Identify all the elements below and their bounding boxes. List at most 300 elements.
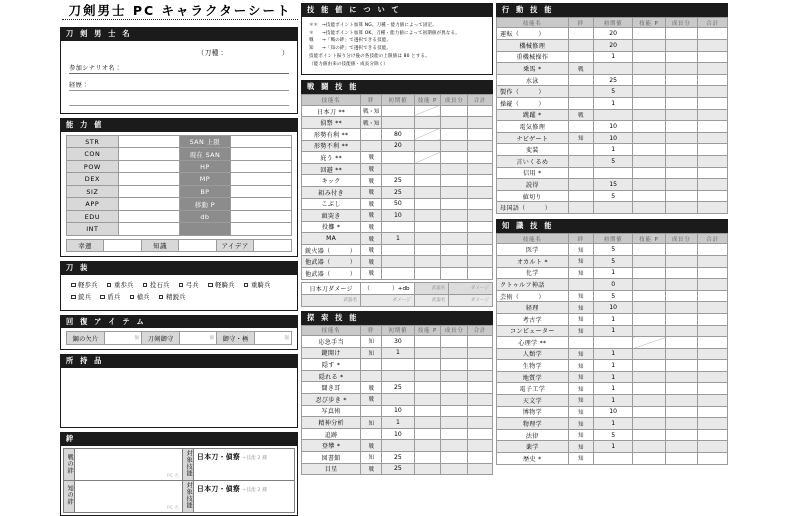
skill-points[interactable]	[414, 347, 441, 359]
skill-total[interactable]	[468, 394, 493, 406]
skill-points[interactable]	[414, 417, 441, 429]
skill-row	[497, 383, 728, 395]
skill-growth[interactable]	[441, 382, 468, 394]
skill-points[interactable]	[414, 405, 441, 417]
skill-kizuna: 知	[568, 302, 593, 314]
skill-points[interactable]	[633, 51, 665, 63]
tousou-checkbox-8[interactable]	[130, 292, 150, 304]
skill-col-header: 成長分	[441, 95, 468, 106]
skill-growth[interactable]	[665, 109, 697, 121]
skill-kizuna	[568, 190, 593, 202]
skill-growth[interactable]	[441, 336, 468, 348]
skill-growth[interactable]	[665, 406, 697, 418]
skill-growth[interactable]	[665, 383, 697, 395]
skill-initial	[594, 202, 633, 214]
skill-points[interactable]	[414, 175, 441, 187]
skill-total[interactable]	[697, 406, 727, 418]
skill-initial: 25	[382, 186, 414, 198]
checkbox-icon[interactable]	[71, 295, 76, 300]
skill-growth[interactable]	[665, 348, 697, 360]
skill-points[interactable]	[633, 40, 665, 52]
scenario-field[interactable]: 参加シナリオ名：	[69, 63, 289, 74]
checkbox-icon[interactable]	[71, 283, 76, 288]
skill-kizuna: 戦	[568, 63, 593, 75]
skill-total[interactable]	[468, 186, 493, 198]
skill-name: 写真術	[302, 405, 361, 417]
skill-total[interactable]	[697, 302, 727, 314]
skill-total[interactable]	[468, 452, 493, 464]
skill-points[interactable]	[414, 244, 441, 256]
skill-total[interactable]	[697, 348, 727, 360]
skill-kizuna: 戦	[361, 186, 382, 198]
skill-points[interactable]	[414, 382, 441, 394]
skill-total[interactable]	[468, 210, 493, 222]
skill-growth[interactable]	[441, 370, 468, 382]
skill-growth[interactable]	[665, 97, 697, 109]
kizuna-pc-input[interactable]: PC 名	[75, 449, 183, 481]
skill-name: 忍び歩き *	[302, 394, 361, 406]
skill-total[interactable]	[697, 383, 727, 395]
history-field-line2[interactable]	[69, 97, 289, 106]
skill-growth[interactable]	[441, 405, 468, 417]
skill-total[interactable]	[697, 255, 727, 267]
skill-growth[interactable]	[665, 267, 697, 279]
skill-points[interactable]	[633, 441, 665, 453]
skill-total[interactable]	[697, 179, 727, 191]
skill-name: 考古学	[497, 313, 569, 325]
skill-growth[interactable]	[665, 202, 697, 214]
heal-item-value[interactable]: 個	[105, 332, 142, 345]
skill-growth[interactable]	[441, 452, 468, 464]
skill-growth[interactable]	[665, 132, 697, 144]
skill-total[interactable]	[468, 256, 493, 268]
kizuna-pc-input[interactable]: PC 名	[75, 481, 183, 513]
skill-growth[interactable]	[665, 290, 697, 302]
skill-growth[interactable]	[665, 28, 697, 40]
skill-growth[interactable]	[665, 441, 697, 453]
skill-initial	[382, 163, 414, 175]
knowledge-skill-table	[496, 233, 728, 465]
skill-points[interactable]	[633, 109, 665, 121]
skill-kizuna	[568, 121, 593, 133]
note-mark: ＊	[309, 30, 314, 36]
derived-value[interactable]	[254, 239, 292, 252]
skill-total[interactable]	[468, 117, 493, 129]
ability-label-left: CON	[67, 148, 119, 161]
tousou-checkbox-7[interactable]	[100, 292, 120, 304]
ability-value-right-empty[interactable]	[231, 223, 292, 236]
skill-growth[interactable]	[665, 51, 697, 63]
note-mark: ＊＊	[309, 22, 319, 28]
skill-growth[interactable]	[441, 186, 468, 198]
ability-label-right-empty	[179, 223, 231, 236]
skill-total[interactable]	[697, 51, 727, 63]
skill-total[interactable]	[468, 268, 493, 280]
skill-points[interactable]	[633, 202, 665, 214]
skill-total[interactable]	[697, 97, 727, 109]
damage-formula[interactable]: （ ）+db	[361, 282, 414, 294]
skill-growth[interactable]	[665, 167, 697, 179]
skill-name: 重機械操作	[497, 51, 569, 63]
checkbox-icon[interactable]	[179, 283, 184, 288]
ability-value-right[interactable]	[231, 198, 292, 211]
skill-growth[interactable]	[665, 371, 697, 383]
skill-total[interactable]	[697, 429, 727, 441]
skill-total[interactable]	[468, 175, 493, 187]
skill-points[interactable]	[633, 325, 665, 337]
skill-points[interactable]	[414, 440, 441, 452]
skill-total[interactable]	[697, 441, 727, 453]
skill-total[interactable]	[468, 428, 493, 440]
skill-points[interactable]	[414, 210, 441, 222]
skill-total[interactable]	[697, 371, 727, 383]
skill-points[interactable]	[414, 452, 441, 464]
skill-points[interactable]	[633, 383, 665, 395]
skill-growth[interactable]	[441, 105, 468, 117]
skill-initial: 1	[594, 371, 633, 383]
ability-value-left[interactable]	[118, 173, 179, 186]
skill-total[interactable]	[468, 244, 493, 256]
skill-total[interactable]	[697, 144, 727, 156]
skill-total[interactable]	[697, 155, 727, 167]
skill-initial	[382, 370, 414, 382]
skill-points[interactable]	[633, 244, 665, 256]
note-text: 技能ポイント振り分け後の各技能の上限値は 80 とする。	[309, 53, 430, 59]
ability-value-right[interactable]	[231, 135, 292, 148]
skill-total[interactable]	[697, 453, 727, 465]
note-line	[309, 37, 485, 45]
skill-total[interactable]	[697, 28, 727, 40]
possessions-heading: 所 持 品	[60, 354, 298, 368]
tousou-checkbox-5[interactable]	[244, 280, 271, 292]
skill-initial: 50	[382, 198, 414, 210]
skill-growth[interactable]	[441, 198, 468, 210]
skill-points[interactable]	[633, 360, 665, 372]
skill-points[interactable]	[414, 198, 441, 210]
skill-total[interactable]	[468, 370, 493, 382]
checkbox-icon[interactable]	[244, 283, 249, 288]
skill-name: 聞き耳	[302, 382, 361, 394]
skill-total[interactable]	[468, 463, 493, 475]
skill-points[interactable]	[633, 395, 665, 407]
skill-growth[interactable]	[665, 453, 697, 465]
skill-col-header: 合計	[468, 95, 493, 106]
skill-total[interactable]	[468, 347, 493, 359]
checkbox-icon[interactable]	[130, 295, 135, 300]
checkbox-icon[interactable]	[208, 283, 213, 288]
skill-points[interactable]	[633, 429, 665, 441]
checkbox-icon[interactable]	[100, 295, 105, 300]
skill-name: 追跡	[302, 428, 361, 440]
skill-points[interactable]	[633, 453, 665, 465]
skill-growth[interactable]	[665, 337, 697, 349]
skill-growth[interactable]	[665, 325, 697, 337]
skill-points[interactable]	[633, 132, 665, 144]
ability-value-right[interactable]	[231, 160, 292, 173]
skill-initial: 1	[594, 418, 633, 430]
skill-total[interactable]	[697, 418, 727, 430]
ability-label-left: SIZ	[67, 185, 119, 198]
skill-total[interactable]	[697, 337, 727, 349]
skill-name: 経理	[497, 302, 569, 314]
skill-total[interactable]	[468, 359, 493, 371]
skill-points[interactable]	[633, 255, 665, 267]
skill-initial: 5	[594, 290, 633, 302]
skill-points[interactable]	[633, 179, 665, 191]
ability-value-right[interactable]	[231, 148, 292, 161]
skill-total[interactable]	[697, 202, 727, 214]
skill-total[interactable]	[697, 190, 727, 202]
tousou-checkbox-2[interactable]	[143, 280, 170, 292]
skill-points[interactable]	[414, 186, 441, 198]
skill-total[interactable]	[697, 290, 727, 302]
skill-points[interactable]	[414, 221, 441, 233]
skill-name: 信用 *	[497, 167, 569, 179]
kizuna-skill-cell[interactable]	[194, 449, 295, 481]
skill-points[interactable]	[633, 290, 665, 302]
skill-points[interactable]	[414, 256, 441, 268]
kizuna-skill-cell[interactable]	[194, 481, 295, 513]
skill-total[interactable]	[468, 152, 493, 164]
action-heading: 行 動 技 能	[496, 3, 728, 17]
skill-growth[interactable]	[441, 440, 468, 452]
tousou-checkbox-9[interactable]	[159, 292, 186, 304]
skill-total[interactable]	[697, 109, 727, 121]
tousou-checkbox-3[interactable]	[179, 280, 199, 292]
checkbox-icon[interactable]	[143, 283, 148, 288]
skill-growth[interactable]	[441, 417, 468, 429]
skill-growth[interactable]	[665, 418, 697, 430]
skill-kizuna: 戦	[361, 463, 382, 475]
skill-total[interactable]	[468, 221, 493, 233]
skill-growth[interactable]	[441, 221, 468, 233]
skill-growth[interactable]	[665, 86, 697, 98]
skill-growth[interactable]	[665, 244, 697, 256]
ability-label-right: MP	[179, 173, 231, 186]
ability-value-left[interactable]	[118, 160, 179, 173]
skill-points[interactable]	[633, 63, 665, 75]
skill-initial: 5	[594, 155, 633, 167]
tousou-checkbox-0[interactable]	[71, 280, 98, 292]
skill-growth[interactable]	[441, 428, 468, 440]
skill-kizuna	[568, 279, 593, 291]
skill-points[interactable]	[633, 313, 665, 325]
skill-growth[interactable]	[665, 190, 697, 202]
skill-total[interactable]	[697, 74, 727, 86]
skill-growth[interactable]	[665, 121, 697, 133]
skill-points[interactable]	[633, 348, 665, 360]
skill-growth[interactable]	[441, 268, 468, 280]
skill-name: 地質学	[497, 371, 569, 383]
skill-initial	[594, 63, 633, 75]
skill-growth[interactable]	[665, 360, 697, 372]
derived-value[interactable]	[179, 239, 217, 252]
skill-kizuna: 戦	[361, 394, 382, 406]
weapon-name-header-3: 武器名	[414, 294, 449, 306]
skill-growth[interactable]	[665, 313, 697, 325]
skill-initial: 10	[382, 210, 414, 222]
skill-points[interactable]	[633, 28, 665, 40]
skill-growth[interactable]	[441, 163, 468, 175]
skill-total[interactable]	[697, 360, 727, 372]
checkbox-icon[interactable]	[107, 283, 112, 288]
ability-value-left[interactable]	[118, 223, 179, 236]
heal-items-body	[60, 328, 298, 350]
ability-value-left[interactable]	[118, 198, 179, 211]
skill-total[interactable]	[468, 233, 493, 245]
skill-initial	[594, 337, 633, 349]
skill-total[interactable]	[468, 382, 493, 394]
skill-total[interactable]	[697, 325, 727, 337]
ability-label-right: db	[179, 210, 231, 223]
skill-total[interactable]	[468, 405, 493, 417]
tousou-checkbox-6[interactable]	[71, 292, 91, 304]
skill-total[interactable]	[468, 128, 493, 140]
kizuna-note: ＋技能 2 種	[240, 456, 267, 462]
skill-growth[interactable]	[665, 395, 697, 407]
skill-points[interactable]	[633, 302, 665, 314]
skill-total[interactable]	[697, 167, 727, 179]
skill-growth[interactable]	[665, 429, 697, 441]
note-text: →「知の絆」で選択できる技能。	[322, 46, 392, 52]
skill-points[interactable]	[414, 233, 441, 245]
skill-total[interactable]	[468, 163, 493, 175]
skill-initial: 1	[382, 417, 414, 429]
skill-total[interactable]	[468, 440, 493, 452]
skill-row	[302, 186, 493, 198]
skill-name: 隠れる *	[302, 370, 361, 382]
skill-col-header: 成長分	[665, 17, 697, 28]
skill-points[interactable]	[414, 359, 441, 371]
skill-growth[interactable]	[441, 244, 468, 256]
skill-total[interactable]	[697, 279, 727, 291]
skill-growth[interactable]	[441, 463, 468, 475]
skill-growth[interactable]	[665, 74, 697, 86]
skill-kizuna: 知	[568, 441, 593, 453]
ability-value-right[interactable]	[231, 210, 292, 223]
skill-initial: 1	[382, 347, 414, 359]
possessions-textarea[interactable]	[60, 368, 298, 428]
skill-growth[interactable]	[441, 140, 468, 152]
ability-value-left[interactable]	[118, 210, 179, 223]
ability-value-right[interactable]	[231, 173, 292, 186]
skill-initial: 1	[594, 267, 633, 279]
ability-value-left[interactable]	[118, 185, 179, 198]
skill-row	[302, 370, 493, 382]
skill-points[interactable]	[633, 167, 665, 179]
skill-points[interactable]	[414, 394, 441, 406]
derived-value[interactable]	[104, 239, 142, 252]
skill-growth[interactable]	[441, 152, 468, 164]
skill-name: 天文学	[497, 395, 569, 407]
heal-item-value[interactable]: 個	[180, 332, 217, 345]
skill-points[interactable]	[633, 418, 665, 430]
skill-initial	[382, 359, 414, 371]
skill-growth[interactable]	[665, 279, 697, 291]
skill-points[interactable]	[633, 86, 665, 98]
skill-total[interactable]	[697, 244, 727, 256]
tousou-label: 重騎兵	[250, 282, 271, 290]
skill-total[interactable]	[468, 417, 493, 429]
skill-initial: 5	[594, 244, 633, 256]
skill-points[interactable]	[633, 406, 665, 418]
history-field[interactable]: 経歴：	[69, 80, 289, 91]
kizuna-body	[60, 446, 298, 516]
skill-growth[interactable]	[441, 175, 468, 187]
skill-points[interactable]	[633, 74, 665, 86]
skill-points[interactable]	[633, 155, 665, 167]
skill-growth[interactable]	[665, 302, 697, 314]
skill-growth[interactable]	[441, 256, 468, 268]
skill-points[interactable]	[414, 463, 441, 475]
derived-stats-table	[66, 239, 292, 253]
damage-header-1: ダメージ	[449, 282, 493, 294]
skill-growth[interactable]	[665, 255, 697, 267]
skill-points[interactable]	[633, 144, 665, 156]
tousou-checkbox-4[interactable]	[208, 280, 235, 292]
skill-points[interactable]	[414, 428, 441, 440]
skill-kizuna: 戦	[361, 210, 382, 222]
skill-growth[interactable]	[441, 233, 468, 245]
skill-growth[interactable]	[441, 347, 468, 359]
skill-growth[interactable]	[665, 155, 697, 167]
skill-total[interactable]	[697, 132, 727, 144]
ability-value-left[interactable]	[118, 148, 179, 161]
skill-growth[interactable]	[441, 359, 468, 371]
skill-total[interactable]	[468, 140, 493, 152]
skill-total[interactable]	[697, 267, 727, 279]
skill-points[interactable]	[633, 97, 665, 109]
skill-growth[interactable]	[665, 40, 697, 52]
skill-growth[interactable]	[665, 179, 697, 191]
skill-total[interactable]	[468, 105, 493, 117]
skill-kizuna: 知	[568, 132, 593, 144]
skill-total[interactable]	[697, 86, 727, 98]
ability-value-left[interactable]	[118, 135, 179, 148]
skill-name: 電気修理	[497, 121, 569, 133]
skill-total[interactable]	[697, 395, 727, 407]
skill-points[interactable]	[414, 336, 441, 348]
skill-initial: 1	[382, 233, 414, 245]
skill-points[interactable]	[633, 371, 665, 383]
tousou-checkbox-1[interactable]	[107, 280, 134, 292]
ability-value-right[interactable]	[231, 185, 292, 198]
skill-total[interactable]	[468, 198, 493, 210]
skill-col-header: 合計	[697, 233, 727, 244]
checkbox-icon[interactable]	[159, 295, 164, 300]
heal-item-value[interactable]: 個	[255, 332, 292, 345]
combat-heading: 戦 闘 技 能	[301, 80, 493, 94]
skill-total[interactable]	[697, 313, 727, 325]
skill-growth[interactable]	[441, 117, 468, 129]
skill-points[interactable]	[633, 267, 665, 279]
skill-points[interactable]	[633, 121, 665, 133]
skill-points[interactable]	[414, 370, 441, 382]
skill-total[interactable]	[468, 336, 493, 348]
skill-growth[interactable]	[441, 128, 468, 140]
skill-col-header: 合計	[468, 325, 493, 336]
skill-points[interactable]	[414, 268, 441, 280]
skill-total[interactable]	[697, 40, 727, 52]
skill-growth[interactable]	[665, 144, 697, 156]
skill-growth[interactable]	[441, 210, 468, 222]
skill-growth[interactable]	[441, 394, 468, 406]
skill-kizuna: 戦	[361, 440, 382, 452]
skill-total[interactable]	[697, 63, 727, 75]
skill-total[interactable]	[697, 121, 727, 133]
skill-points[interactable]	[633, 190, 665, 202]
skill-growth[interactable]	[665, 63, 697, 75]
